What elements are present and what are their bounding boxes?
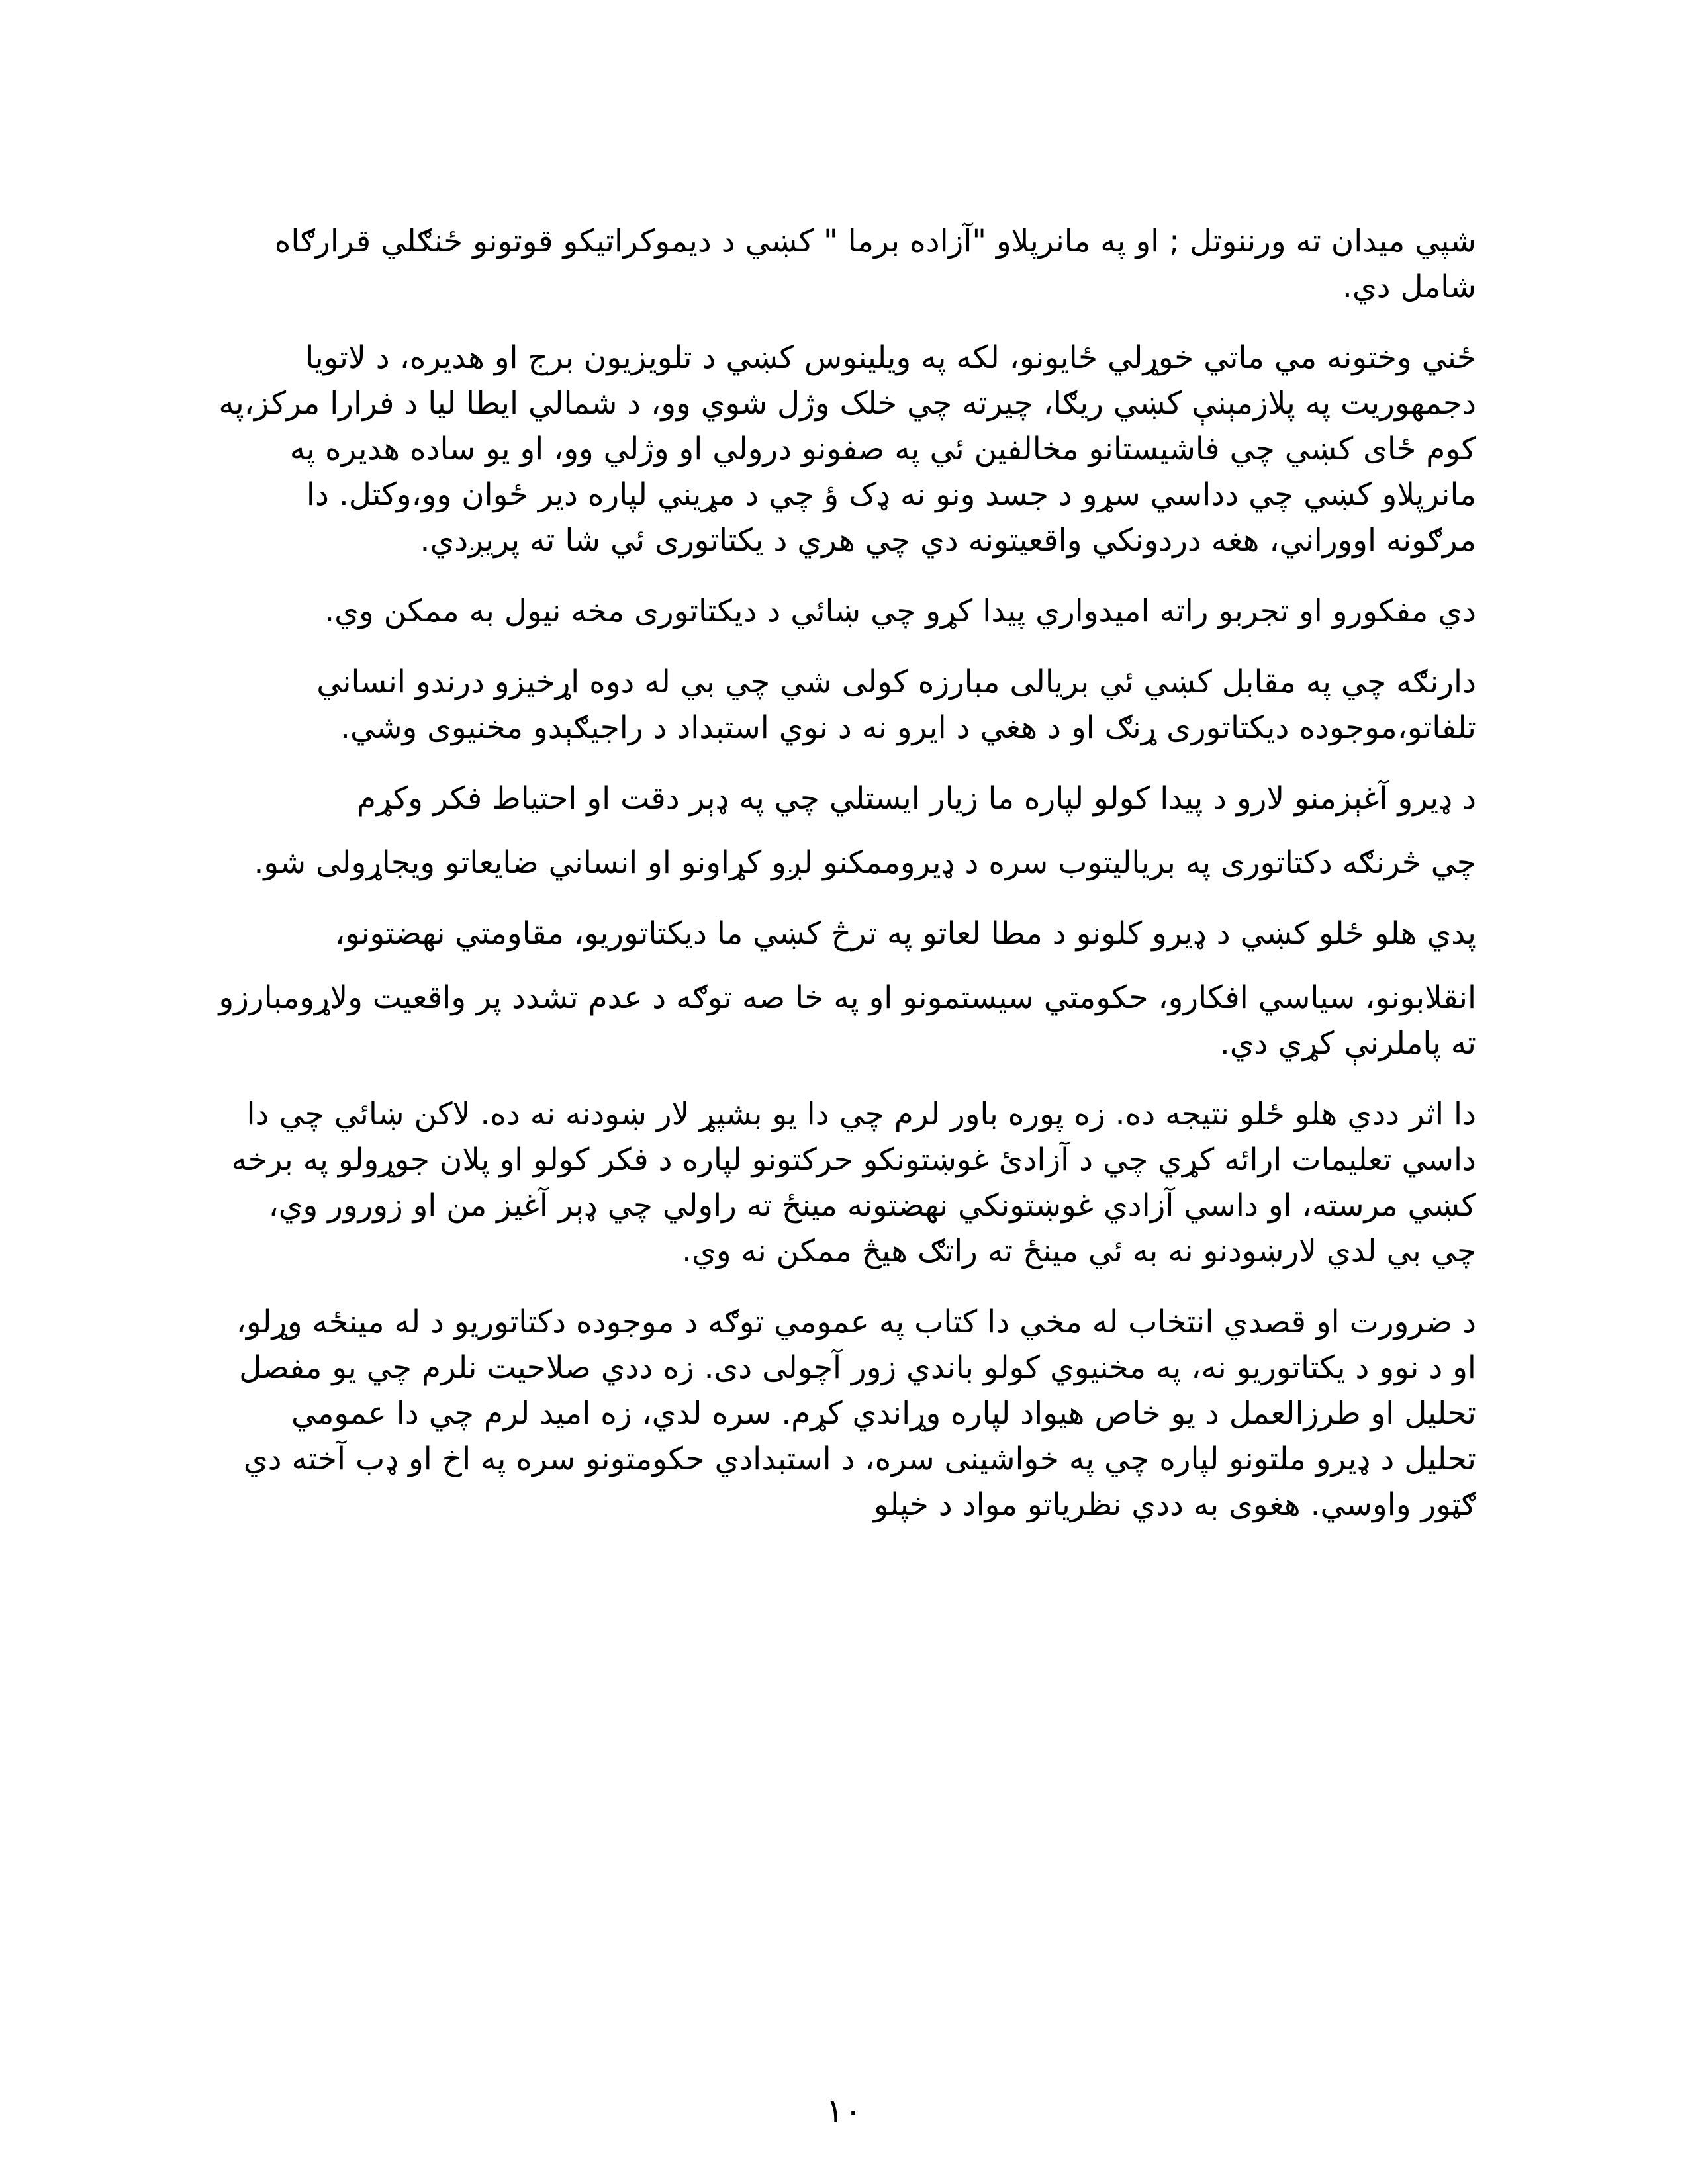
page-number: ١٠	[825, 2091, 863, 2131]
paragraph-3: دي مفکورو او تجربو راته اميدواري پيدا کړو چي ښائي د ديکتاتوری مخه نيول به ممکن وي.	[324, 593, 1476, 629]
paragraph-2: ځني وختونه مي ماتي خوړلي ځايونو، لکه په ويلينوس کښي د تلويزيون برج او هديره، د لاتويا دجمهوريت په پلازمېنې کښي ريګا، چيرته چي خلک وژل شوي وو، د شمالي ايطا ليا د فرارا مرکز،په کوم ځای کښي چي فاشيستانو مخالفين ئي په صفونو درولي او وژلي وو، او يو ساده هديره په مانرپلاو کښي چي دداسي سړو د جسد ونو نه ډک ؤ چي د مړيني لپاره دير ځوان وو،وکتل. دا مرګونه اووراني، هغه دردونکي واقعيتونه دي چي هري د يکتاتوری ئي شا ته پريږدي.	[218, 340, 1476, 559]
paragraph-5: د ډيرو آغېزمنو لارو د پيدا کولو لپاره ما زيار ايستلي چي په ډېر دقت او احتياط فکر وکړم	[356, 780, 1476, 817]
paragraph-6: چي څرنګه دکتاتوری په برياليتوب سره د ډيروممکنو لږو کړاونو او انساني ضايعاتو ويجاړولی شو.	[254, 844, 1476, 881]
paragraph-7: پدي هلو ځلو کښي د ډيرو کلونو د مطا لعاتو په ترڅ کښي ما ديکتاتوريو، مقاومتي نهضتونو،	[334, 915, 1476, 952]
paragraph-9: دا اثر ددي هلو ځلو نتيجه ده. زه پوره باور لرم چي دا يو بشپړ لار ښودنه نه ده. لاکن ښائي چي دا داسي تعليمات ارائه کړي چي د آزادئ غوښتونکو حرکتونو لپاره د فکر کولو او پلان جوړولو په برخه کښي مرسته، او داسي آزادي غوښتونکي نهضتونه مينځ ته راولي چي ډېر آغيز من او زورور وي، چي بي لدي لارښودنو نه به ئي مينځ ته راتګ هيڅ ممکن نه وي.	[231, 1096, 1476, 1269]
body-text	[218, 218, 1476, 1553]
paragraph-1: شپي ميدان ته ورننوتل ; او په مانرپلاو "آزاده برما " کښي د ديموکراتيکو قوتونو ځنګلي قرارګاه شامل دي.	[274, 223, 1476, 305]
paragraph-10: د ضرورت او قصدي انتخاب له مخي دا کتاب په عمومي توګه د موجوده دکتاتوريو د له مينځه وړلو، او د نوو د يکتاتوريو نه، په مخنيوي کولو باندي زور آچولی دی. زه ددي صلاحيت نلرم چي يو مفصل تحليل او طرزالعمل د يو خاص هيواد لپاره وړاندي کړم. سره لدي، زه اميد لرم چي دا عمومي تحليل د ډيرو ملتونو لپاره چي په خواشينی سره، د استبدادي حکومتونو سره په اخ او ډب آخته دي ګټور واوسي. هغوی به ددي نظرياتو مواد د خپلو	[236, 1304, 1476, 1523]
paragraph-8: انقلابونو، سياسي افکارو، حکومتي سيستمونو او په خا صه توګه د عدم تشدد پر واقعيت ولاړومبارزو ته پاملرنې کړي دي.	[218, 979, 1476, 1062]
paragraph-4: دارنګه چي په مقابل کښي ئي بريالی مبارزه کولی شي چي بي له دوه اړخيزو درندو انساني تلفاتو،موجوده ديکتاتوری ړنګ او د هغي د ايرو نه د نوي استبداد د راجيګېدو مخنيوی وشي.	[316, 664, 1476, 746]
